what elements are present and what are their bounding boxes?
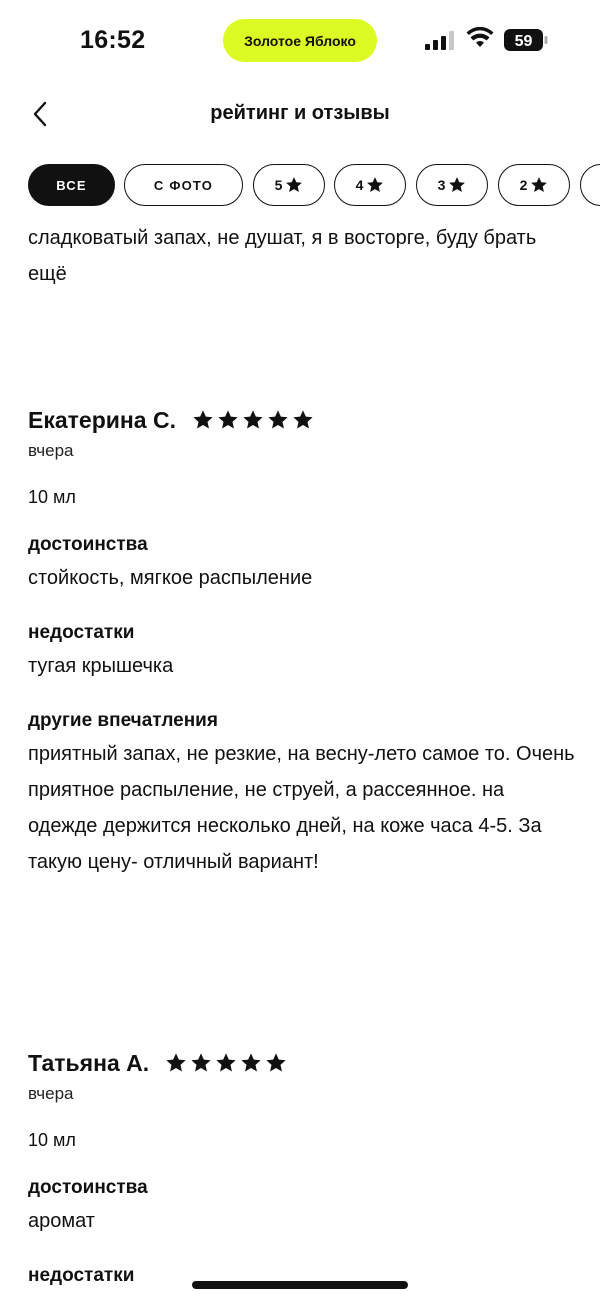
star-icon: [242, 409, 264, 431]
filter-chip-label: С ФОТО: [153, 177, 214, 193]
page-header: [0, 90, 600, 138]
battery-level: 59: [514, 33, 533, 50]
filter-chip-5-stars[interactable]: [253, 164, 325, 206]
filter-chip-label: 3: [437, 177, 446, 193]
filter-chip-label: 2: [519, 177, 528, 193]
battery-icon: [504, 29, 548, 51]
filter-chip-label: ВСЕ: [56, 177, 87, 193]
star-icon: [240, 1052, 262, 1074]
pros-label: достоинства: [28, 1177, 148, 1198]
rating-stars: [192, 409, 317, 431]
review-volume: 10 мл: [28, 1130, 76, 1150]
other-impressions-label: другие впечатления: [28, 710, 218, 731]
filter-chip-all[interactable]: [28, 164, 115, 206]
filter-chip-3-stars[interactable]: [416, 164, 488, 206]
cons-text: тугая крышечка: [28, 655, 174, 677]
filter-chip-4-stars[interactable]: [334, 164, 406, 206]
filter-chip-with-photo[interactable]: [124, 164, 243, 206]
star-icon: [366, 176, 384, 194]
star-icon: [217, 409, 239, 431]
star-icon: [265, 1052, 287, 1074]
pros-label: достоинства: [28, 534, 148, 555]
star-icon: [192, 409, 214, 431]
cellular-signal-icon: [425, 31, 457, 50]
star-icon: [530, 176, 548, 194]
filter-chip-label: 5: [274, 177, 283, 193]
star-icon: [292, 409, 314, 431]
star-icon: [165, 1052, 187, 1074]
rating-stars: [165, 1052, 290, 1074]
star-icon: [448, 176, 466, 194]
filter-chip-2-stars[interactable]: [498, 164, 570, 206]
pros-text: аромат: [28, 1210, 95, 1232]
star-icon: [285, 176, 303, 194]
review-date: вчера: [28, 1084, 74, 1103]
review-author: Татьяна А.: [28, 1049, 150, 1076]
dynamic-island-app-label[interactable]: Золотое Яблоко: [223, 19, 377, 62]
star-icon: [267, 409, 289, 431]
rating-filter-bar: [28, 164, 600, 206]
status-time: 16:52: [80, 26, 146, 54]
review-text: сладковатый запах, не душат, я в восторге, буду брать ещё: [28, 227, 537, 285]
review-volume: 10 мл: [28, 487, 76, 507]
pros-text: стойкость, мягкое распыление: [28, 567, 313, 589]
cons-label: недостатки: [28, 1265, 135, 1286]
home-indicator[interactable]: [192, 1281, 408, 1289]
filter-chip-1-star[interactable]: [580, 164, 600, 206]
previous-review-text: [28, 220, 578, 292]
star-icon: [215, 1052, 237, 1074]
review-card: [28, 405, 578, 880]
page-title: рейтинг и отзывы: [210, 102, 390, 124]
star-icon: [190, 1052, 212, 1074]
wifi-icon: [466, 27, 494, 49]
cons-label: недостатки: [28, 622, 135, 643]
review-date: вчера: [28, 441, 74, 460]
review-author: Екатерина С.: [28, 406, 176, 433]
status-bar: [0, 0, 600, 84]
other-impressions-text: приятный запах, не резкие, на весну-лето самое то. Очень приятное распыление, не струей, а рассеянное. на одежде держится несколько дней, на коже часа 4-5. За такую цену- отличный вариант!: [28, 743, 575, 873]
review-card: [28, 1048, 578, 1287]
filter-chip-label: 4: [355, 177, 364, 193]
